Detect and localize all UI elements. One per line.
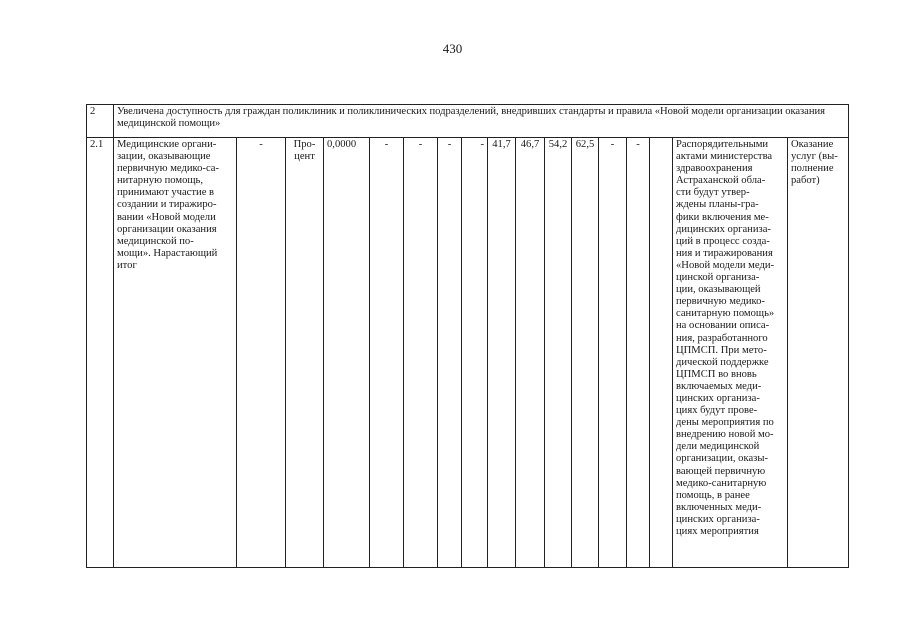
- unit-cell: Про- цент: [286, 138, 324, 568]
- value-cell: -: [370, 138, 404, 568]
- value-cell: -: [462, 138, 488, 568]
- value-cell: -: [599, 138, 627, 568]
- table-row: [87, 138, 849, 568]
- section-number: 2: [87, 105, 114, 138]
- section-title: Увеличена доступность для граждан поликлиник и поликлинических подразделений, внедривших стандарты и правила «Новой модели организации оказания медицинской помощи»: [114, 105, 849, 138]
- indicator-name: Медицинские органи- зации, оказывающие первичную медико-са- нитарную помощь, принимают участие в создании и тиражиро- вании «Новой модели организации оказания медицинской по- мощи». Нарастающий итог: [114, 138, 237, 568]
- base-value-cell: 0,0000: [324, 138, 370, 568]
- row-number: 2.1: [87, 138, 114, 568]
- empty-cell: [650, 138, 673, 568]
- section-row: [87, 105, 849, 138]
- value-cell: -: [438, 138, 462, 568]
- type-cell: -: [237, 138, 286, 568]
- value-cell: -: [404, 138, 438, 568]
- indicators-table: [86, 104, 849, 568]
- result-type-cell: Оказание услуг (вы- полнение работ): [788, 138, 849, 568]
- value-cell: 62,5: [572, 138, 599, 568]
- value-cell: -: [627, 138, 650, 568]
- value-cell: 46,7: [516, 138, 545, 568]
- value-cell: 54,2: [545, 138, 572, 568]
- description-cell: Распорядительными актами министерства здравоохранения Астраханской обла- сти будут утвер- ждены планы-гра- фики включения ме- дицинских организа- ций в процесс созда- ния и тиражирования «Новой модели меди- цинской организа- ции, оказывающей первичную медико- санитарную помощь» на основании описа- ния, разработанного ЦПМСП. При мето- дической поддержке ЦПМСП во вновь включаемых меди- цинских организа- циях будут прове- дены мероприятия по внедрению новой мо- дели медицинской организации, оказы- вающей первичную медико-санитарную помощь, в ранее включенных меди- цинских организа- циях мероприятия: [673, 138, 788, 568]
- value-cell: 41,7: [488, 138, 516, 568]
- page-number: 430: [442, 41, 463, 56]
